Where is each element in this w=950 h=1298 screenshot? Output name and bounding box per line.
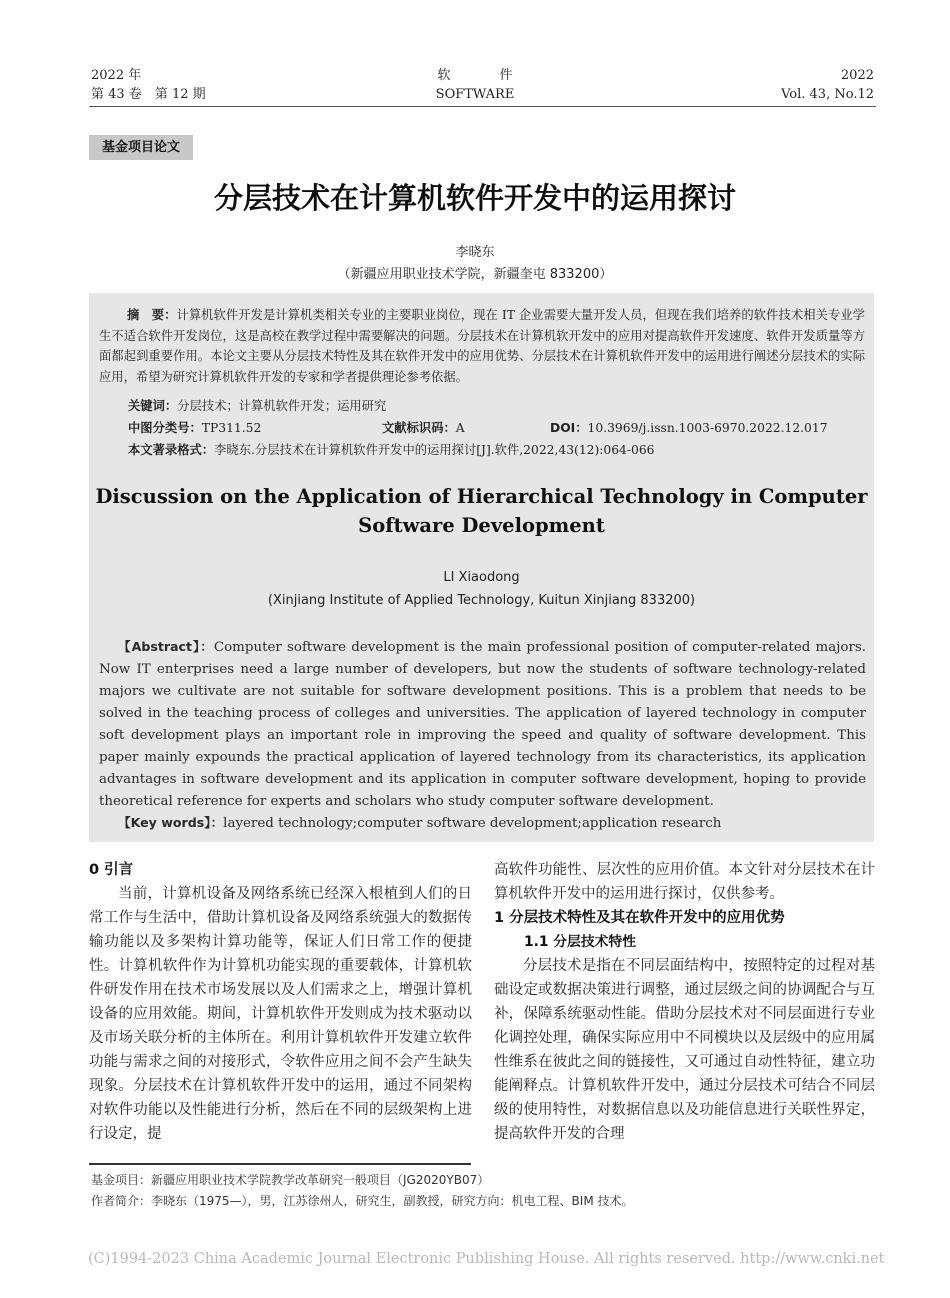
- running-header-right: [781, 66, 874, 104]
- copyright-notice: (C)1994-2023 China Academic Journal Electronic Publishing House. All rights reserved. http://www.cnki.net: [88, 1251, 885, 1267]
- section-0-heading: 0 引言: [89, 862, 134, 878]
- english-author: LI Xiaodong: [443, 570, 520, 585]
- abstract-cn-text: 计算机软件开发是计算机类相关专业的主要职业岗位，现在 IT 企业需要大量开发人员，但现在我们培养的软件技术相关专业学生不适合软件开发岗位，这是高校在教学过程中需要解决的问题。分层技术在计算机软开发中的应用对提高软件开发速度、软件开发质量等方面都起到重要作用。本论文主要从分层技术特性及其在软件开发中的应用优势、分层技术在计算机软件开发中的运用进行阐述分层技术的实际应用，希望为研究计算机软件开发的专家和学者提供理论参考依据。: [99, 308, 865, 384]
- doi-label: DOI：: [550, 421, 588, 435]
- footnote-fund: 基金项目：新疆应用职业技术学院教学改革研究一般项目（JG2020YB07）: [91, 1173, 490, 1187]
- doc-code-label: 文献标识码：: [382, 421, 456, 435]
- keywords-cn-label: 关键词：: [128, 399, 178, 413]
- keywords-cn: [128, 396, 386, 416]
- clc-value: TP311.52: [201, 421, 262, 435]
- clc-label: 中图分类号：: [128, 421, 202, 435]
- author-name: 李晓东: [455, 245, 495, 260]
- english-keywords: [118, 812, 721, 835]
- section-1-heading: 1 分层技术特性及其在软件开发中的应用优势: [494, 910, 785, 926]
- classification-row: [128, 418, 868, 438]
- english-abstract: [99, 636, 866, 813]
- section-0-paragraph: 当前，计算机设备及网络系统已经深入根植到人们的日常工作与生活中，借助计算机设备及网络系统强大的数据传输功能以及多架构计算功能等，保证人们日常工作的便捷性。计算机软件作为计算机功能实现的重要载体，计算机软件研发作用在技术市场发展以及人们需求之上，增强计算机设备的应用效能。期间，计算机软件开发则成为技术驱动以及市场关联分析的主体所在。利用计算机软件开发建立软件功能与需求之间的对接形式，令软件应用之间不会产生缺失现象。分层技术在计算机软件开发中的运用，通过不同架构对软件功能以及性能进行分析，然后在不同的层级架构上进行设定，提: [89, 886, 472, 1142]
- body-left-column: [89, 858, 472, 1146]
- intro-continued-paragraph: 高软件功能性、层次性的应用价值。本文针对分层技术在计算机软件开发中的运用进行探讨，仅供参考。: [494, 862, 875, 902]
- body-right-column: [494, 858, 875, 1146]
- english-title: Discussion on the Application of Hierarchical Technology in Computer Software Development: [95, 485, 868, 537]
- abstract-cn: [99, 305, 865, 387]
- header-year-en: 2022: [840, 68, 874, 83]
- citation-format: [128, 440, 655, 460]
- header-rule: [89, 106, 876, 107]
- english-affiliation: (Xinjiang Institute of Applied Technology, Kuitun Xinjiang 833200): [267, 593, 696, 608]
- header-issue: 第 43 卷 第 12 期: [91, 87, 206, 102]
- header-journal-en: SOFTWARE: [435, 87, 515, 102]
- header-year: 2022 年: [91, 68, 142, 83]
- abstract-cn-label: 摘 要：: [127, 308, 177, 322]
- paper-title: 分层技术在计算机软件开发中的运用探讨: [213, 181, 736, 215]
- footnote-rule: [89, 1163, 471, 1165]
- author-affiliation: （新疆应用职业技术学院，新疆奎屯 833200）: [337, 267, 613, 282]
- section-1-1-paragraph: 分层技术是指在不同层面结构中，按照特定的过程对基础设定或数据决策进行调整，通过层级之间的协调配合与互补，保障系统驱动性能。借助分层技术对不同层面进行专业化调控处理，确保实际应用中不同模块以及层级中的应用属性维系在彼此之间的链接性，又可通过自动性特征，建立功能阐释点。计算机软件开发中，通过分层技术可结合不同层级的使用特性，对数据信息以及功能信息进行关联性界定，提高软件开发的合理: [494, 958, 875, 1142]
- footnote-author-bio: 作者简介：李晓东（1975—），男，江苏徐州人，研究生，副教授，研究方向：机电工程、BIM 技术。: [91, 1194, 634, 1208]
- english-keywords-text: layered technology;computer software development;application research: [223, 816, 722, 831]
- english-keywords-label: 【Key words】：: [118, 815, 224, 830]
- keywords-cn-text: 分层技术；计算机软件开发；运用研究: [177, 399, 387, 413]
- doc-code-value: A: [455, 421, 465, 435]
- section-1-1-heading: 1.1 分层技术特性: [524, 934, 637, 950]
- english-abstract-text: Computer software development is the main professional position of computer-related majors. Now IT enterprises need a large number of developers, but now the students of software technology-related majors we cultivate are not suitable for software development positions. This is a problem that needs to be solved in the teaching process of colleges and universities. The application of layered technology in computer soft development plays an important role in improving the speed and quality of software development. This paper mainly expounds the practical application of layered technology from its characteristics, its application advantages in software development and its application in computer software development, hoping to provide theoretical reference for experts and scholars who study computer software development.: [99, 640, 866, 809]
- category-tag: 基金项目论文: [89, 135, 193, 160]
- citation-label: 本文著录格式：: [128, 443, 215, 457]
- header-volume: Vol. 43, No.12: [781, 87, 874, 102]
- header-journal-cn: 软 件: [437, 68, 531, 83]
- citation-text: 李晓东.分层技术在计算机软件开发中的运用探讨[J].软件,2022,43(12):064-066: [214, 443, 655, 457]
- english-abstract-label: 【Abstract】：: [118, 639, 214, 654]
- doi-value: 10.3969/j.issn.1003-6970.2022.12.017: [587, 421, 828, 435]
